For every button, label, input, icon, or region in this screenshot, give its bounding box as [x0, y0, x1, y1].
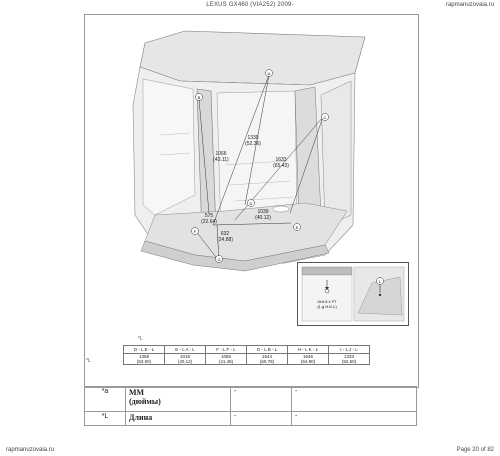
hole-detail-inset: [297, 262, 409, 326]
dim-2: 1330: [247, 135, 259, 141]
svg-text:F: F: [193, 229, 197, 234]
hole-detail-drawing: [298, 263, 408, 325]
document-title: LEXUS GX460 (VIA252) 2009-: [206, 2, 294, 8]
legend-symbol: *L: [85, 411, 126, 425]
header-site: rapmanuzovaia.ru: [445, 2, 494, 8]
dim-6: 632: [220, 231, 230, 237]
diagram-frame: [84, 14, 419, 388]
legend-symbol: *a: [85, 387, 126, 412]
point-a: [266, 70, 273, 77]
table-header-row: [124, 346, 370, 354]
table-value-row: [124, 354, 370, 365]
table-cell: 1333 (52.50): [329, 354, 370, 365]
svg-text:B: B: [197, 95, 201, 100]
point-d: [248, 200, 255, 207]
point-f: [192, 228, 199, 235]
footer-site: rapmanuzovaia.ru: [6, 447, 55, 453]
table-header-cell: G - L B - L: [247, 346, 288, 354]
dim-2-inch: (52.36): [245, 141, 261, 147]
page-number: Page 20 of 82: [456, 447, 494, 453]
legend-table: [84, 386, 417, 426]
legend-text: ММ (дюймы): [126, 387, 231, 412]
legend-col3: -: [231, 387, 292, 412]
dim-3-inch: (65.43): [273, 163, 289, 169]
dim-5-inch: (22.64): [201, 219, 217, 225]
svg-text:G: G: [217, 257, 221, 262]
legend-col4: -: [292, 411, 417, 425]
dim-3: 1633: [275, 157, 287, 163]
hole-label: 0±0.5 ± F7: [317, 299, 337, 304]
dimension-table: [123, 345, 370, 365]
svg-text:D: D: [249, 201, 253, 206]
hole-sub-label: (1.g H.K.L): [317, 304, 337, 309]
note-mark: *L: [86, 358, 91, 364]
point-c: [322, 114, 329, 121]
table-cell: 1358 (53.50): [124, 354, 165, 365]
svg-text:E: E: [295, 225, 299, 230]
table-cell: 1055 (41.48): [206, 354, 247, 365]
point-b: [196, 94, 203, 101]
table-header-cell: D - L E - L: [124, 346, 165, 354]
inset-mark: L: [378, 279, 382, 284]
legend-row: [85, 411, 417, 425]
table-cell: 1544 (60.78): [247, 354, 288, 365]
legend-col3: -: [231, 411, 292, 425]
dim-5: 575: [204, 213, 214, 219]
table-header-cell: F - L F - L: [206, 346, 247, 354]
table-corner-mark: *L: [138, 336, 143, 342]
point-g: [216, 256, 223, 263]
table-header-cell: I - L J - L: [329, 346, 370, 354]
point-e: [294, 224, 301, 231]
table-cell: 1646 (64.80): [288, 354, 329, 365]
svg-text:A: A: [267, 71, 271, 76]
legend-row: [85, 387, 417, 412]
dim-1-inch: (43.11): [213, 157, 229, 163]
table-header-cell: E - L A - L: [165, 346, 206, 354]
legend-text: Длина: [126, 411, 231, 425]
dim-4: 1039: [257, 209, 269, 215]
dim-1: 1066: [215, 151, 227, 157]
dim-6-inch: (24.88): [217, 237, 233, 243]
dim-4-inch: (40.12): [255, 215, 271, 221]
legend-col4: -: [292, 387, 417, 412]
svg-text:C: C: [323, 115, 327, 120]
table-header-cell: H - L K - L: [288, 346, 329, 354]
table-cell: 1018 (40.12): [165, 354, 206, 365]
